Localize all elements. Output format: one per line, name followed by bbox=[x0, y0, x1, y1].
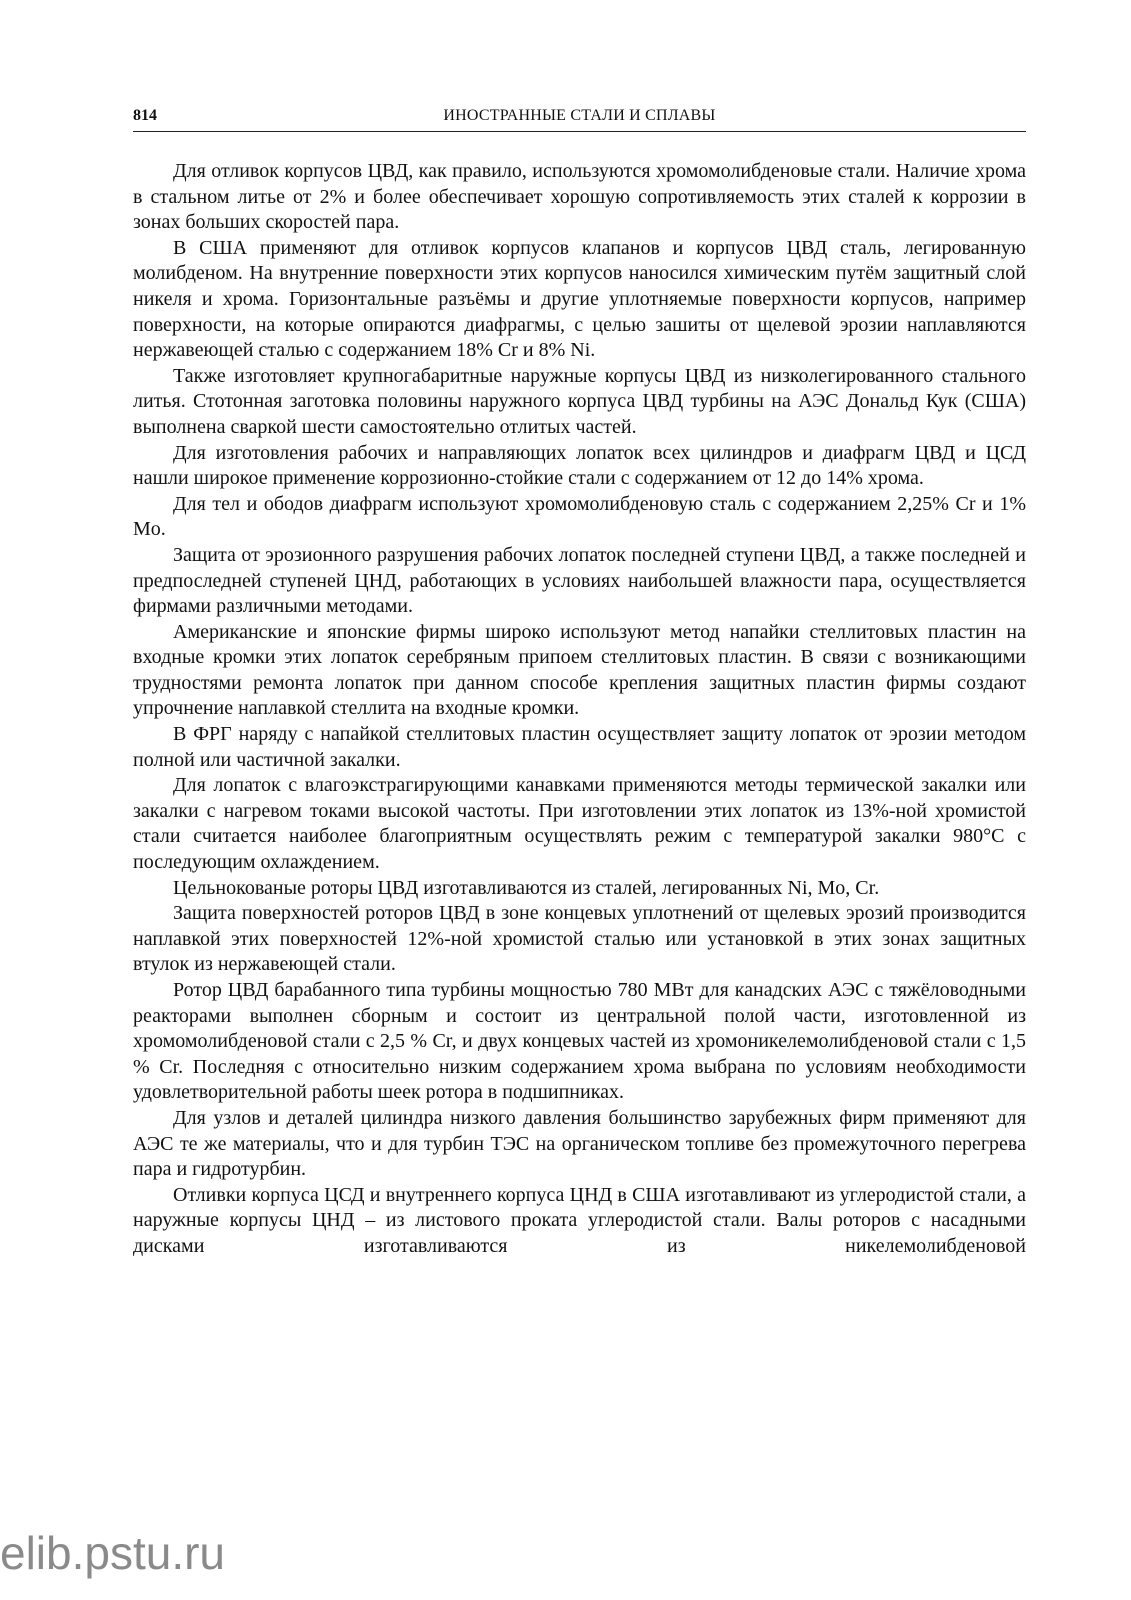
paragraph: Также изготовляет крупногабаритные наружные корпусы ЦВД из низколегированного стального литья. Стотонная заготовка половины наружного корпуса ЦВД турбины на АЭС Дональд Кук (США) выполнена сваркой шести самостоятельно отлитых частей. bbox=[133, 364, 1026, 438]
paragraph: Для отливок корпусов ЦВД, как правило, используются хромомолибденовые стали. Наличие хрома в стальном литье от 2% и более обеспечивает хорошую сопротивляемость этих сталей к коррозии в зонах больших скоростей пара. bbox=[133, 160, 1026, 234]
running-title: ИНОСТРАННЫЕ СТАЛИ И СПЛАВЫ bbox=[443, 107, 716, 124]
paragraph: Защита поверхностей роторов ЦВД в зоне концевых уплотнений от щелевых эрозий производится наплавкой этих поверхностей 12%-ной хромистой сталью или установкой в этих зонах защитных втулок из нержавеющей стали. bbox=[133, 902, 1026, 976]
paragraph: Цельнокованые роторы ЦВД изготавливаются из сталей, легированных Ni, Mo, Cr. bbox=[173, 876, 880, 899]
paragraph: В ФРГ наряду с напайкой стеллитовых пластин осуществляет защиту лопаток от эрозии методом полной или частичной закалки. bbox=[133, 723, 1026, 771]
watermark: elib.pstu.ru bbox=[0, 1527, 226, 1579]
paragraph: Ротор ЦВД барабанного типа турбины мощностью 780 МВт для канадских АЭС с тяжёловодными реакторами выполнен сборным и состоит из центральной полой части, изготовленной из хромомолибденовой стали с 2,5 % Cr, и двух концевых частей из хромоникелемолибденовой стали с 1,5 % Cr. Последняя с относительно низким содержанием хрома выбрана по условиям необходимости удовлетворительной работы шеек ротора в подшипниках. bbox=[133, 979, 1026, 1104]
paragraph: Для узлов и деталей цилиндра низкого давления большинство зарубежных фирм применяют для АЭС те же материалы, что и для турбин ТЭС на органическом топливе без промежуточного перегрева пара и гидротурбин. bbox=[133, 1106, 1026, 1181]
paragraph: Для изготовления рабочих и направляющих лопаток всех цилиндров и диафрагм ЦВД и ЦСД нашли широкое применение коррозионно-стойкие стали с содержанием от 12 до 14% хрома. bbox=[133, 441, 1026, 490]
body-text bbox=[133, 159, 1026, 1260]
paragraph: Защита от эрозионного разрушения рабочих лопаток последней ступени ЦВД, а также последней и предпоследней ступеней ЦНД, работающих в условиях наибольшей влажности пара, осуществляется фирмами различными методами. bbox=[133, 543, 1026, 618]
paragraph: Отливки корпуса ЦСД и внутреннего корпуса ЦНД в США изготавливают из углеродистой стали, а наружные корпусы ЦНД – из листового проката углеродистой стали. Валы роторов с насадными дисками изготавливаются из никелемолибденовой bbox=[133, 1183, 1026, 1257]
paragraph: Американские и японские фирмы широко используют метод напайки стеллитовых пластин на входные кромки этих лопаток серебряным припоем стеллитовых пластин. В связи с возникающими трудностями ремонта лопаток при данном способе крепления защитных пластин фирмы создают упрочнение наплавкой стеллита на входные кромки. bbox=[133, 620, 1026, 720]
paragraph: Для тел и ободов диафрагм используют хромомолибденовую сталь с содержанием 2,25% Cr и 1% Mo. bbox=[133, 492, 1026, 541]
page-header bbox=[133, 103, 1026, 132]
page-number: 814 bbox=[133, 107, 157, 124]
paragraph: В США применяют для отливок корпусов клапанов и корпусов ЦВД сталь, легированную молибденом. На внутренние поверхности этих корпусов наносился химическим путём защитный слой никеля и хрома. Горизонтальные разъёмы и другие уплотняемые поверхности корпусов, например поверхности, на которые опираются диафрагмы, с целью зашиты от щелевой эрозии наплавляются нержавеющей сталью с содержанием 18% Cr и 8% Ni. bbox=[133, 236, 1026, 362]
paragraph: Для лопаток с влагоэкстрагирующими канавками применяются методы термической закалки или закалки с нагревом токами высокой частоты. При изготовлении этих лопаток из 13%-ной хромистой стали считается наиболее благоприятным осуществлять режим с температурой закалки 980°С с последующим охлаждением. bbox=[133, 774, 1026, 874]
